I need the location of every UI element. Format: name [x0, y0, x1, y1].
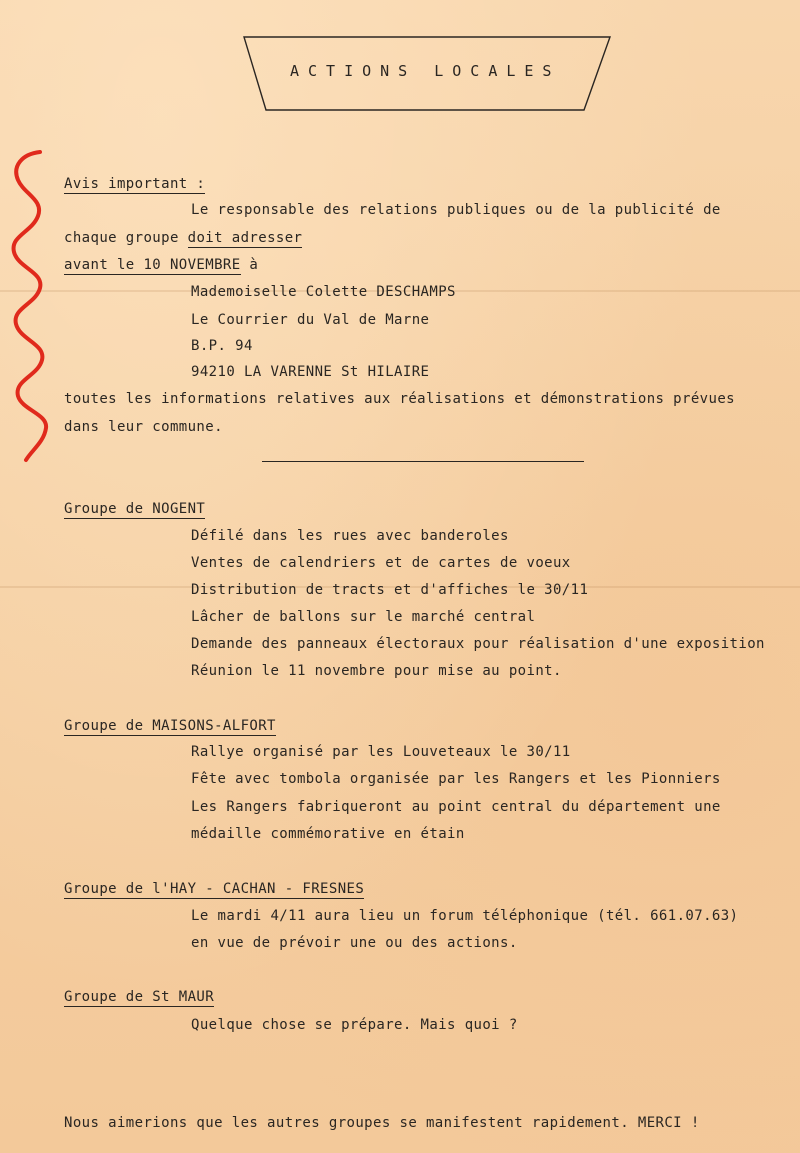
- group-item: Demande des panneaux électoraux pour réalisation d'une exposition: [191, 636, 765, 652]
- notice-deadline: avant le 10 NOVEMBRE à: [64, 257, 259, 273]
- group-heading: Groupe de l'HAY - CACHAN - FRESNES: [64, 881, 365, 897]
- group-item: Le mardi 4/11 aura lieu un forum téléphonique (tél. 661.07.63): [191, 908, 739, 924]
- address-line: B.P. 94: [191, 338, 253, 354]
- group-item: médaille commémorative en étain: [191, 826, 465, 842]
- address-line: Le Courrier du Val de Marne: [191, 312, 430, 328]
- section-divider: [262, 461, 584, 462]
- group-item: Quelque chose se prépare. Mais quoi ?: [191, 1017, 518, 1033]
- group-heading: Groupe de St MAUR: [64, 989, 215, 1005]
- notice-line: chaque groupe doit adresser: [64, 230, 303, 246]
- group-heading: Groupe de MAISONS-ALFORT: [64, 718, 276, 734]
- notice-heading: Avis important :: [64, 176, 206, 192]
- notice-line: Le responsable des relations publiques ou de la publicité de: [191, 202, 721, 218]
- group-item: Défilé dans les rues avec banderoles: [191, 528, 509, 544]
- group-item: Ventes de calendriers et de cartes de voeux: [191, 555, 571, 571]
- address-line: 94210 LA VARENNE St HILAIRE: [191, 364, 430, 380]
- red-squiggle-mark: [4, 148, 64, 468]
- address-line: Mademoiselle Colette DESCHAMPS: [191, 284, 456, 300]
- group-item: Les Rangers fabriqueront au point central du département une: [191, 799, 721, 815]
- group-item: Distribution de tracts et d'affiches le 30/11: [191, 582, 589, 598]
- page-title: ACTIONS LOCALES: [290, 62, 561, 80]
- group-heading: Groupe de NOGENT: [64, 501, 206, 517]
- group-item: Lâcher de ballons sur le marché central: [191, 609, 536, 625]
- footer-message: Nous aimerions que les autres groupes se manifestent rapidement. MERCI !: [64, 1115, 700, 1131]
- notice-closing: toutes les informations relatives aux réalisations et démonstrations prévues: [64, 391, 735, 407]
- group-item: Réunion le 11 novembre pour mise au point.: [191, 663, 562, 679]
- group-item: en vue de prévoir une ou des actions.: [191, 935, 518, 951]
- group-item: Rallye organisé par les Louveteaux le 30/11: [191, 744, 571, 760]
- group-item: Fête avec tombola organisée par les Rangers et les Pionniers: [191, 771, 721, 787]
- notice-closing: dans leur commune.: [64, 419, 223, 435]
